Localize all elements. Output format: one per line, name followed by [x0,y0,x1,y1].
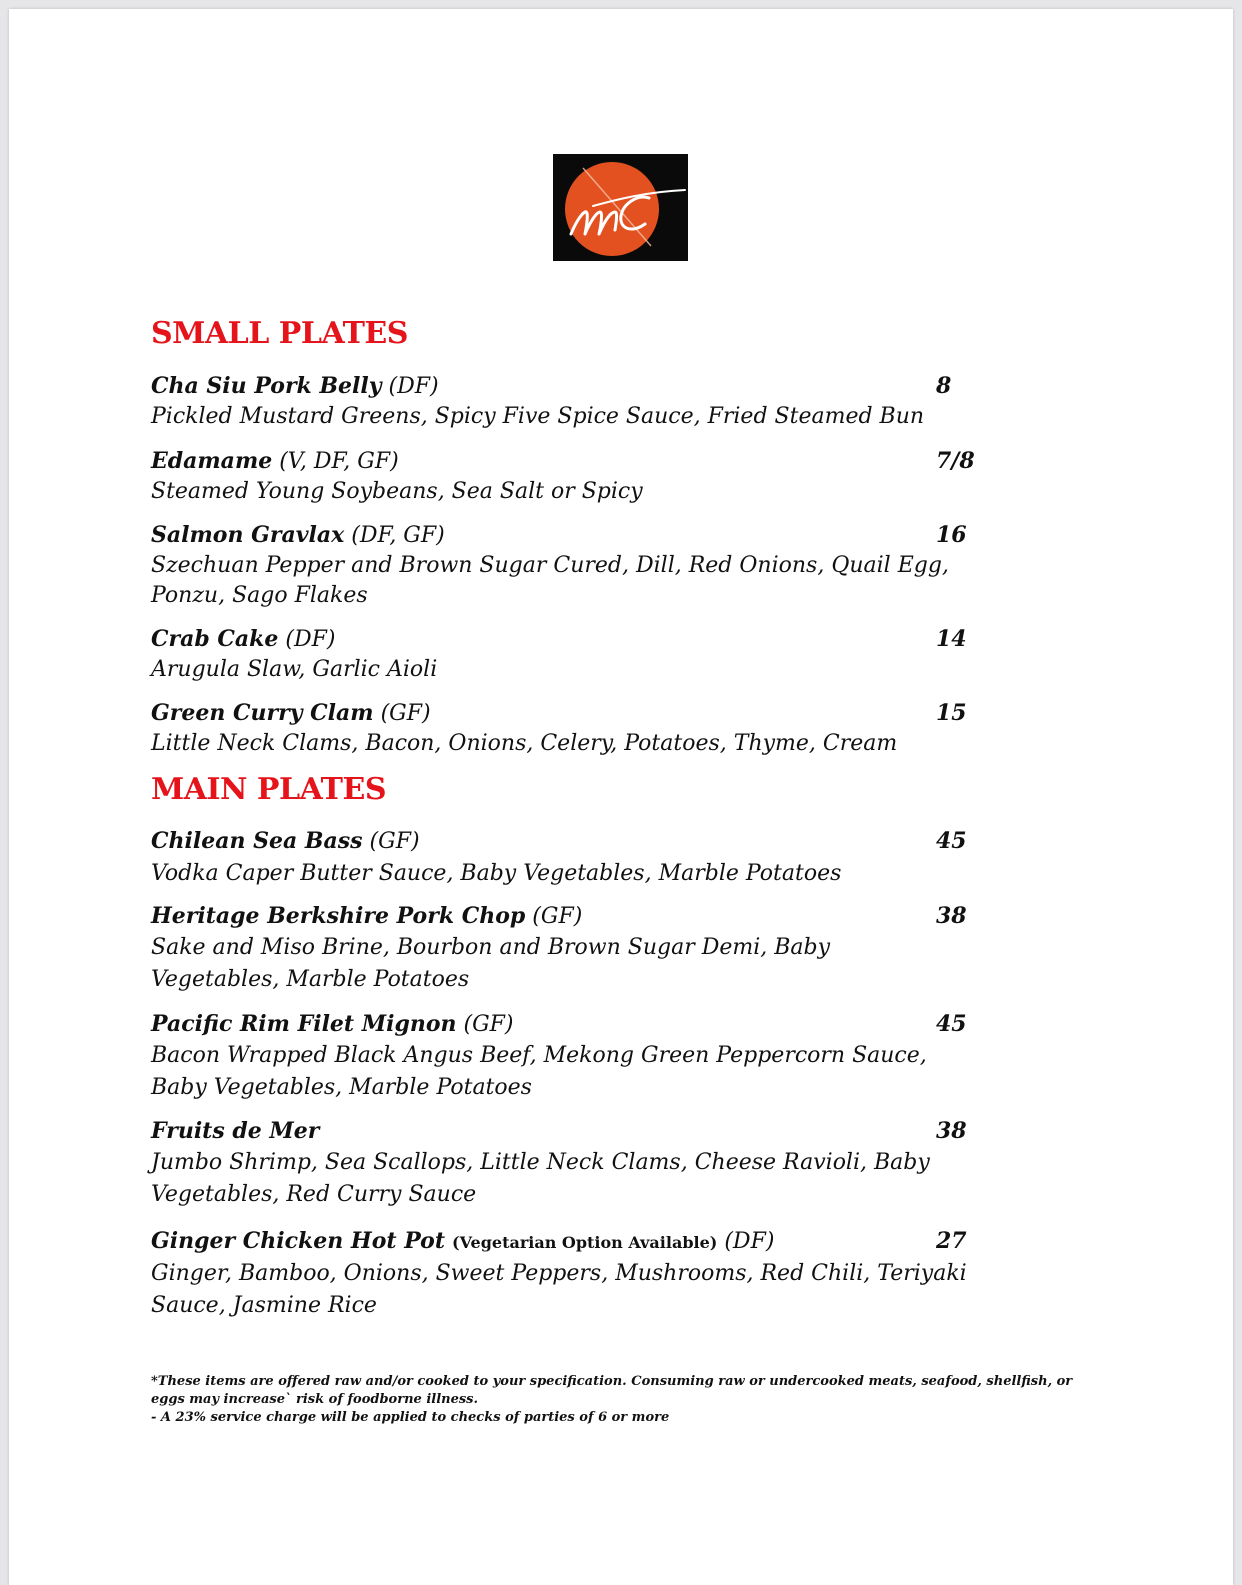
item-dietary-tags: (DF, GF) [351,523,445,548]
item-dietary-tags: (GF) [380,701,431,726]
item-dietary-tags: (GF) [369,829,420,854]
item-price: 16 [936,522,967,548]
item-name: Pacific Rim Filet Mignon [151,1011,457,1037]
item-description: Ginger, Bamboo, Onions, Sweet Peppers, Mushrooms, Red Chili, Teriyaki Sauce, Jasmine Rice [151,1261,967,1318]
item-dietary-tags: (DF) [724,1229,775,1254]
item-name: Green Curry Clam [151,700,374,726]
restaurant-logo [553,154,688,261]
item-description: Bacon Wrapped Black Angus Beef, Mekong Green Peppercorn Sauce, Baby Vegetables, Marble Potatoes [151,1043,927,1100]
menu-item [151,698,1071,759]
item-name: Cha Siu Pork Belly [151,373,382,399]
menu-item [151,520,1071,611]
item-name: Salmon Gravlax [151,522,345,548]
menu-item [151,1009,1071,1104]
item-name: Ginger Chicken Hot Pot [151,1228,445,1254]
menu-item [151,901,1071,996]
section-title-main-plates: MAIN PLATES [151,772,387,807]
service-charge-note: - A 23% service charge will be applied to checks of parties of 6 or more [151,1410,670,1425]
item-description: Jumbo Shrimp, Sea Scallops, Little Neck Clams, Cheese Ravioli, Baby Vegetables, Red Curry Sauce [151,1150,930,1207]
item-dietary-tags: (DF) [388,374,439,399]
item-price: 38 [936,903,967,929]
item-price: 15 [936,700,967,726]
logo-mark-icon [553,154,688,261]
item-description: Vodka Caper Butter Sauce, Baby Vegetables, Marble Potatoes [151,861,842,886]
section-title-small-plates: SMALL PLATES [151,316,408,351]
item-dietary-tags: (GF) [532,904,583,929]
item-description: Sake and Miso Brine, Bourbon and Brown Sugar Demi, Baby Vegetables, Marble Potatoes [151,935,831,992]
menu-item [151,1226,1071,1322]
item-description: Pickled Mustard Greens, Spicy Five Spice Sauce, Fried Steamed Bun [151,404,925,429]
menu-item [151,446,1071,507]
item-price: 8 [936,373,952,399]
item-description: Steamed Young Soybeans, Sea Salt or Spicy [151,479,643,504]
item-name: Edamame [151,448,273,474]
item-price: 45 [936,828,967,854]
item-dietary-tags: (V, DF, GF) [279,449,399,474]
menu-page [9,9,1233,1585]
item-price: 38 [936,1118,967,1144]
menu-item [151,371,1071,432]
item-price: 27 [936,1228,967,1254]
item-price: 14 [936,626,967,652]
item-dietary-tags: (DF) [285,627,336,652]
item-name: Crab Cake [151,626,279,652]
item-price: 7/8 [936,448,975,474]
menu-footnotes [151,1373,1091,1427]
raw-food-warning: *These items are offered raw and/or cooked to your specification. Consuming raw or undercooked meats, seafood, shellfish, or eggs may increase` risk of foodborne illness. [151,1374,1073,1407]
item-name: Chilean Sea Bass [151,828,363,854]
item-name: Fruits de Mer [151,1118,320,1144]
item-name: Heritage Berkshire Pork Chop [151,903,526,929]
item-availability-note: (Vegetarian Option Available) [452,1233,718,1252]
item-description: Szechuan Pepper and Brown Sugar Cured, Dill, Red Onions, Quail Egg, Ponzu, Sago Flakes [151,553,949,608]
menu-item [151,826,1071,891]
menu-item [151,1116,1071,1211]
item-description: Arugula Slaw, Garlic Aioli [151,657,438,682]
menu-item [151,624,1071,685]
item-price: 45 [936,1011,967,1037]
item-dietary-tags: (GF) [463,1012,514,1037]
item-description: Little Neck Clams, Bacon, Onions, Celery, Potatoes, Thyme, Cream [151,731,898,756]
